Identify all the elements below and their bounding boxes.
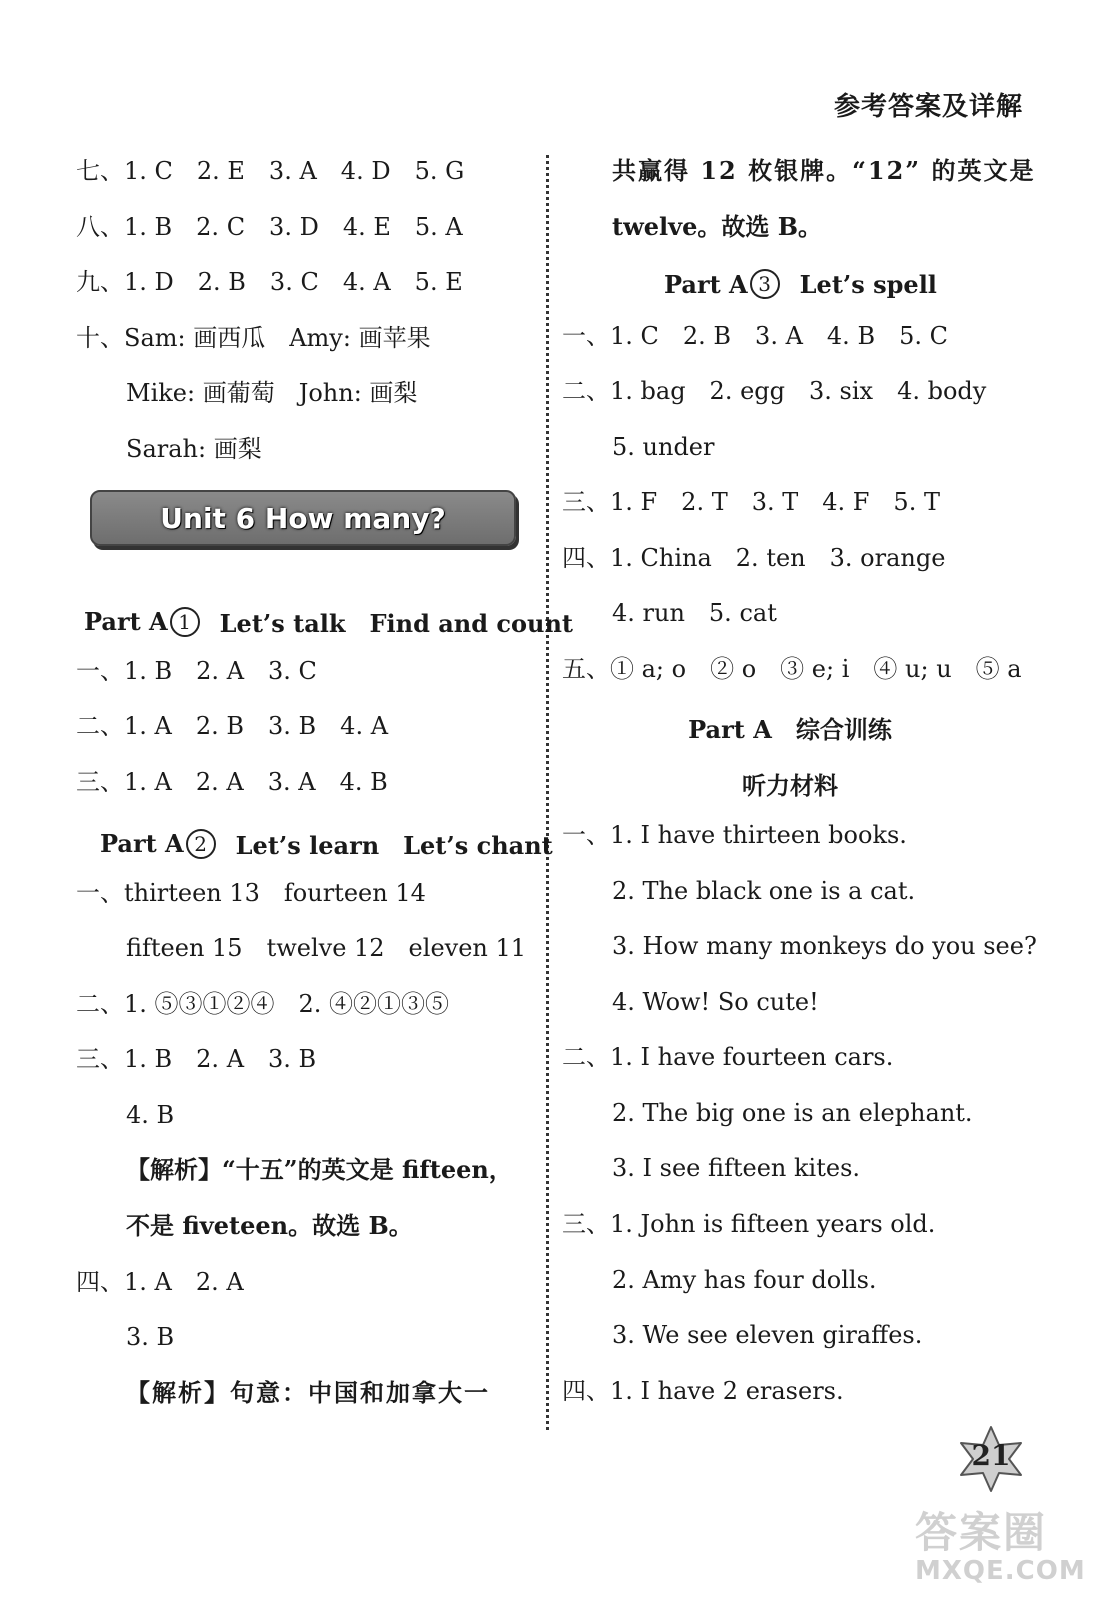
unit-banner [90, 490, 516, 546]
answer-q10-line2: Mike: 画葡萄 John: 画梨 [126, 379, 418, 407]
listening-3-2: 2. Amy has four dolls. [612, 1266, 877, 1294]
listening-3-3: 3. We see eleven giraffes. [612, 1321, 923, 1349]
listening-1-1: 一、1. I have thirteen books. [562, 821, 907, 849]
answer-a3-1: 一、1. C 2. B 3. A 4. B 5. C [562, 322, 948, 350]
circled-number: 2 [186, 829, 216, 859]
section-prefix: Part A [84, 607, 168, 636]
listening-2-3: 3. I see fifteen kites. [612, 1154, 861, 1182]
answer-a3-4a: 四、1. China 2. ten 3. orange [562, 544, 946, 572]
answer-a1-3: 三、1. A 2. A 3. A 4. B [76, 768, 388, 796]
answer-q7: 七、1. C 2. E 3. A 4. D 5. G [76, 157, 465, 185]
answer-q10-line1: 十、Sam: 画西瓜 Amy: 画苹果 [76, 324, 431, 352]
answer-q10-line3: Sarah: 画梨 [126, 435, 262, 463]
listening-4-1: 四、1. I have 2 erasers. [562, 1377, 844, 1405]
section-heading-listening: 听力材料 [742, 771, 838, 800]
listening-1-4: 4. Wow! So cute! [612, 988, 819, 1016]
explanation-a2-3-line1: 【解析】“十五”的英文是 fifteen， [126, 1155, 513, 1184]
answer-a3-4b: 4. run 5. cat [612, 599, 777, 627]
explanation-continued-line2: twelve。故选 B。 [612, 212, 822, 241]
listening-2-1: 二、1. I have fourteen cars. [562, 1043, 894, 1071]
section-title: Let’s learn Let’s chant [235, 831, 553, 860]
answer-a1-2: 二、1. A 2. B 3. B 4. A [76, 712, 389, 740]
answer-a3-2a: 二、1. bag 2. egg 3. six 4. body [562, 377, 987, 405]
answer-a2-1a: 一、thirteen 13 fourteen 14 [76, 879, 426, 907]
circled-number: 1 [170, 607, 200, 637]
listening-2-2: 2. The big one is an elephant. [612, 1099, 973, 1127]
watermark-logo [915, 1500, 1095, 1595]
answer-a2-3a: 三、1. B 2. A 3. B [76, 1045, 317, 1073]
column-divider [546, 155, 549, 1430]
answer-a3-5: 五、① a; o ② o ③ e; i ④ u; u ⑤ a [562, 655, 1022, 683]
section-heading-part-a2 [100, 826, 553, 861]
section-heading-comprehensive: Part A 综合训练 [688, 715, 892, 744]
answer-q9: 九、1. D 2. B 3. C 4. A 5. E [76, 268, 463, 296]
watermark-top-text: 答案圈 [915, 1508, 1048, 1557]
unit-banner-title: Unit 6 How many? [160, 501, 446, 535]
listening-1-3: 3. How many monkeys do you see? [612, 932, 1037, 960]
answer-a2-1b: fifteen 15 twelve 12 eleven 11 [126, 934, 527, 962]
answer-a2-4a: 四、1. A 2. A [76, 1268, 244, 1296]
section-prefix: Part A [100, 829, 184, 858]
section-title: Let’s talk Find and count [219, 609, 573, 638]
explanation-a2-3-line2: 不是 fiveteen。故选 B。 [126, 1211, 413, 1240]
answer-a2-4b: 3. B [126, 1323, 175, 1351]
watermark-bottom-text: MXQE.COM [915, 1556, 1086, 1586]
section-heading-part-a1 [84, 604, 573, 639]
page-number-badge [955, 1425, 1027, 1493]
answer-a3-3: 三、1. F 2. T 3. T 4. F 5. T [562, 488, 940, 516]
listening-1-2: 2. The black one is a cat. [612, 877, 916, 905]
answer-a2-2: 二、1. ⑤③①②④ 2. ④②①③⑤ [76, 990, 450, 1018]
explanation-a2-4-line1: 【解析】句意：中国和加拿大一 [126, 1378, 490, 1407]
answer-q8: 八、1. B 2. C 3. D 4. E 5. A [76, 213, 463, 241]
answer-a3-2b: 5. under [612, 433, 715, 461]
section-title: Let’s spell [799, 269, 937, 299]
circled-number: 3 [750, 269, 780, 299]
listening-3-1: 三、1. John is fifteen years old. [562, 1210, 936, 1238]
page-number: 21 [971, 1439, 1011, 1472]
page-header-title: 参考答案及详解 [833, 92, 1023, 122]
section-heading-part-a3 [664, 269, 937, 299]
explanation-continued-line1: 共赢得 12 枚银牌。“12” 的英文是 [612, 156, 1036, 185]
answer-a1-1: 一、1. B 2. A 3. C [76, 657, 317, 685]
answer-a2-3b: 4. B [126, 1101, 175, 1129]
section-prefix: Part A [664, 269, 748, 299]
